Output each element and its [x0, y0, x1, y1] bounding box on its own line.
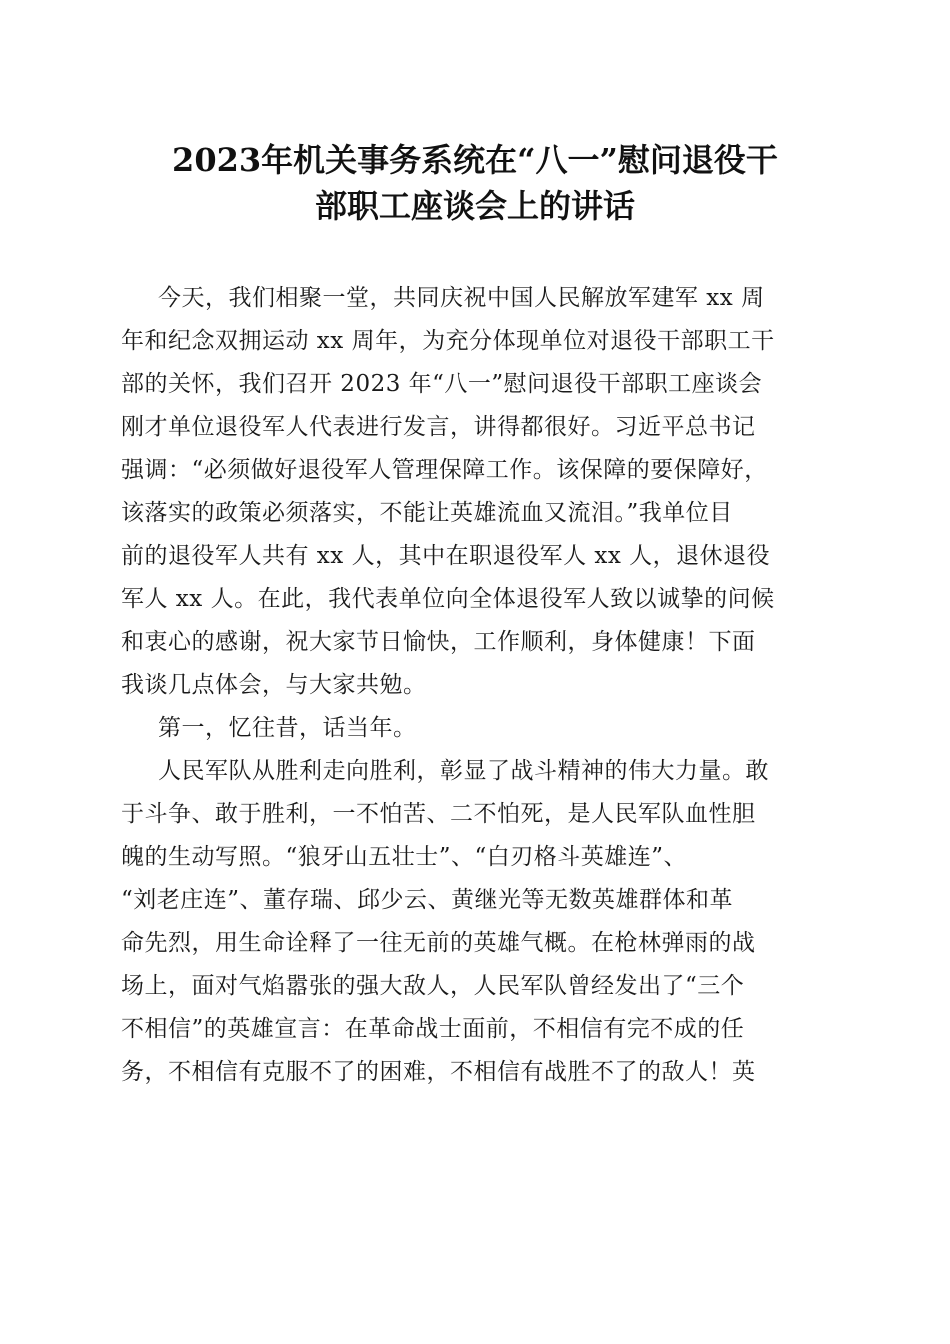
paragraph-line: 军人 xx 人。在此，我代表单位向全体退役军人致以诚挚的问候	[121, 586, 775, 612]
paragraph-line: 该落实的政策必须落实，不能让英雄流血又流泪。”我单位目	[121, 500, 733, 526]
paragraph-line: 部的关怀，我们召开 2023 年“八一”慰问退役干部职工座谈会	[121, 371, 763, 397]
paragraph-line: 今天，我们相聚一堂，共同庆祝中国人民解放军建军 xx 周	[158, 285, 765, 311]
paragraph-line: 刚才单位退役军人代表进行发言，讲得都很好。习近平总书记	[121, 414, 756, 440]
paragraph-line: 和衷心的感谢，祝大家节日愉快，工作顺利，身体健康！下面	[121, 629, 756, 655]
paragraph-line: 年和纪念双拥运动 xx 周年，为充分体现单位对退役干部职工干	[121, 328, 775, 354]
document-title-line-1: 2023年机关事务系统在“八一”慰问退役干	[172, 141, 778, 179]
document-title-line-2: 部职工座谈会上的讲话	[314, 187, 635, 225]
paragraph-line: 于斗争、敢于胜利，一不怕苦、二不怕死，是人民军队血性胆	[121, 801, 756, 827]
paragraph-line: 我谈几点体会，与大家共勉。	[121, 672, 427, 698]
paragraph-line: 不相信”的英雄宣言：在革命战士面前，不相信有完不成的任	[121, 1016, 745, 1042]
paragraph-line: 命先烈，用生命诠释了一往无前的英雄气概。在枪林弹雨的战	[121, 930, 756, 956]
paragraph-line: 强调：“必须做好退役军人管理保障工作。该保障的要保障好，	[121, 457, 768, 483]
paragraph-line: 前的退役军人共有 xx 人，其中在职退役军人 xx 人，退休退役	[121, 543, 771, 569]
paragraph-line: 务，不相信有克服不了的困难，不相信有战胜不了的敌人！英	[121, 1059, 756, 1085]
section-heading: 第一，忆往昔，话当年。	[158, 715, 417, 741]
paragraph-line: “刘老庄连”、董存瑞、邱少云、黄继光等无数英雄群体和革	[121, 887, 734, 913]
paragraph-line: 人民军队从胜利走向胜利，彰显了战斗精神的伟大力量。敢	[158, 758, 769, 784]
paragraph-line: 场上，面对气焰嚣张的强大敌人，人民军队曾经发出了“三个	[121, 973, 745, 999]
paragraph-line: 魄的生动写照。“狼牙山五壮士”、“白刃格斗英雄连”、	[121, 844, 688, 870]
